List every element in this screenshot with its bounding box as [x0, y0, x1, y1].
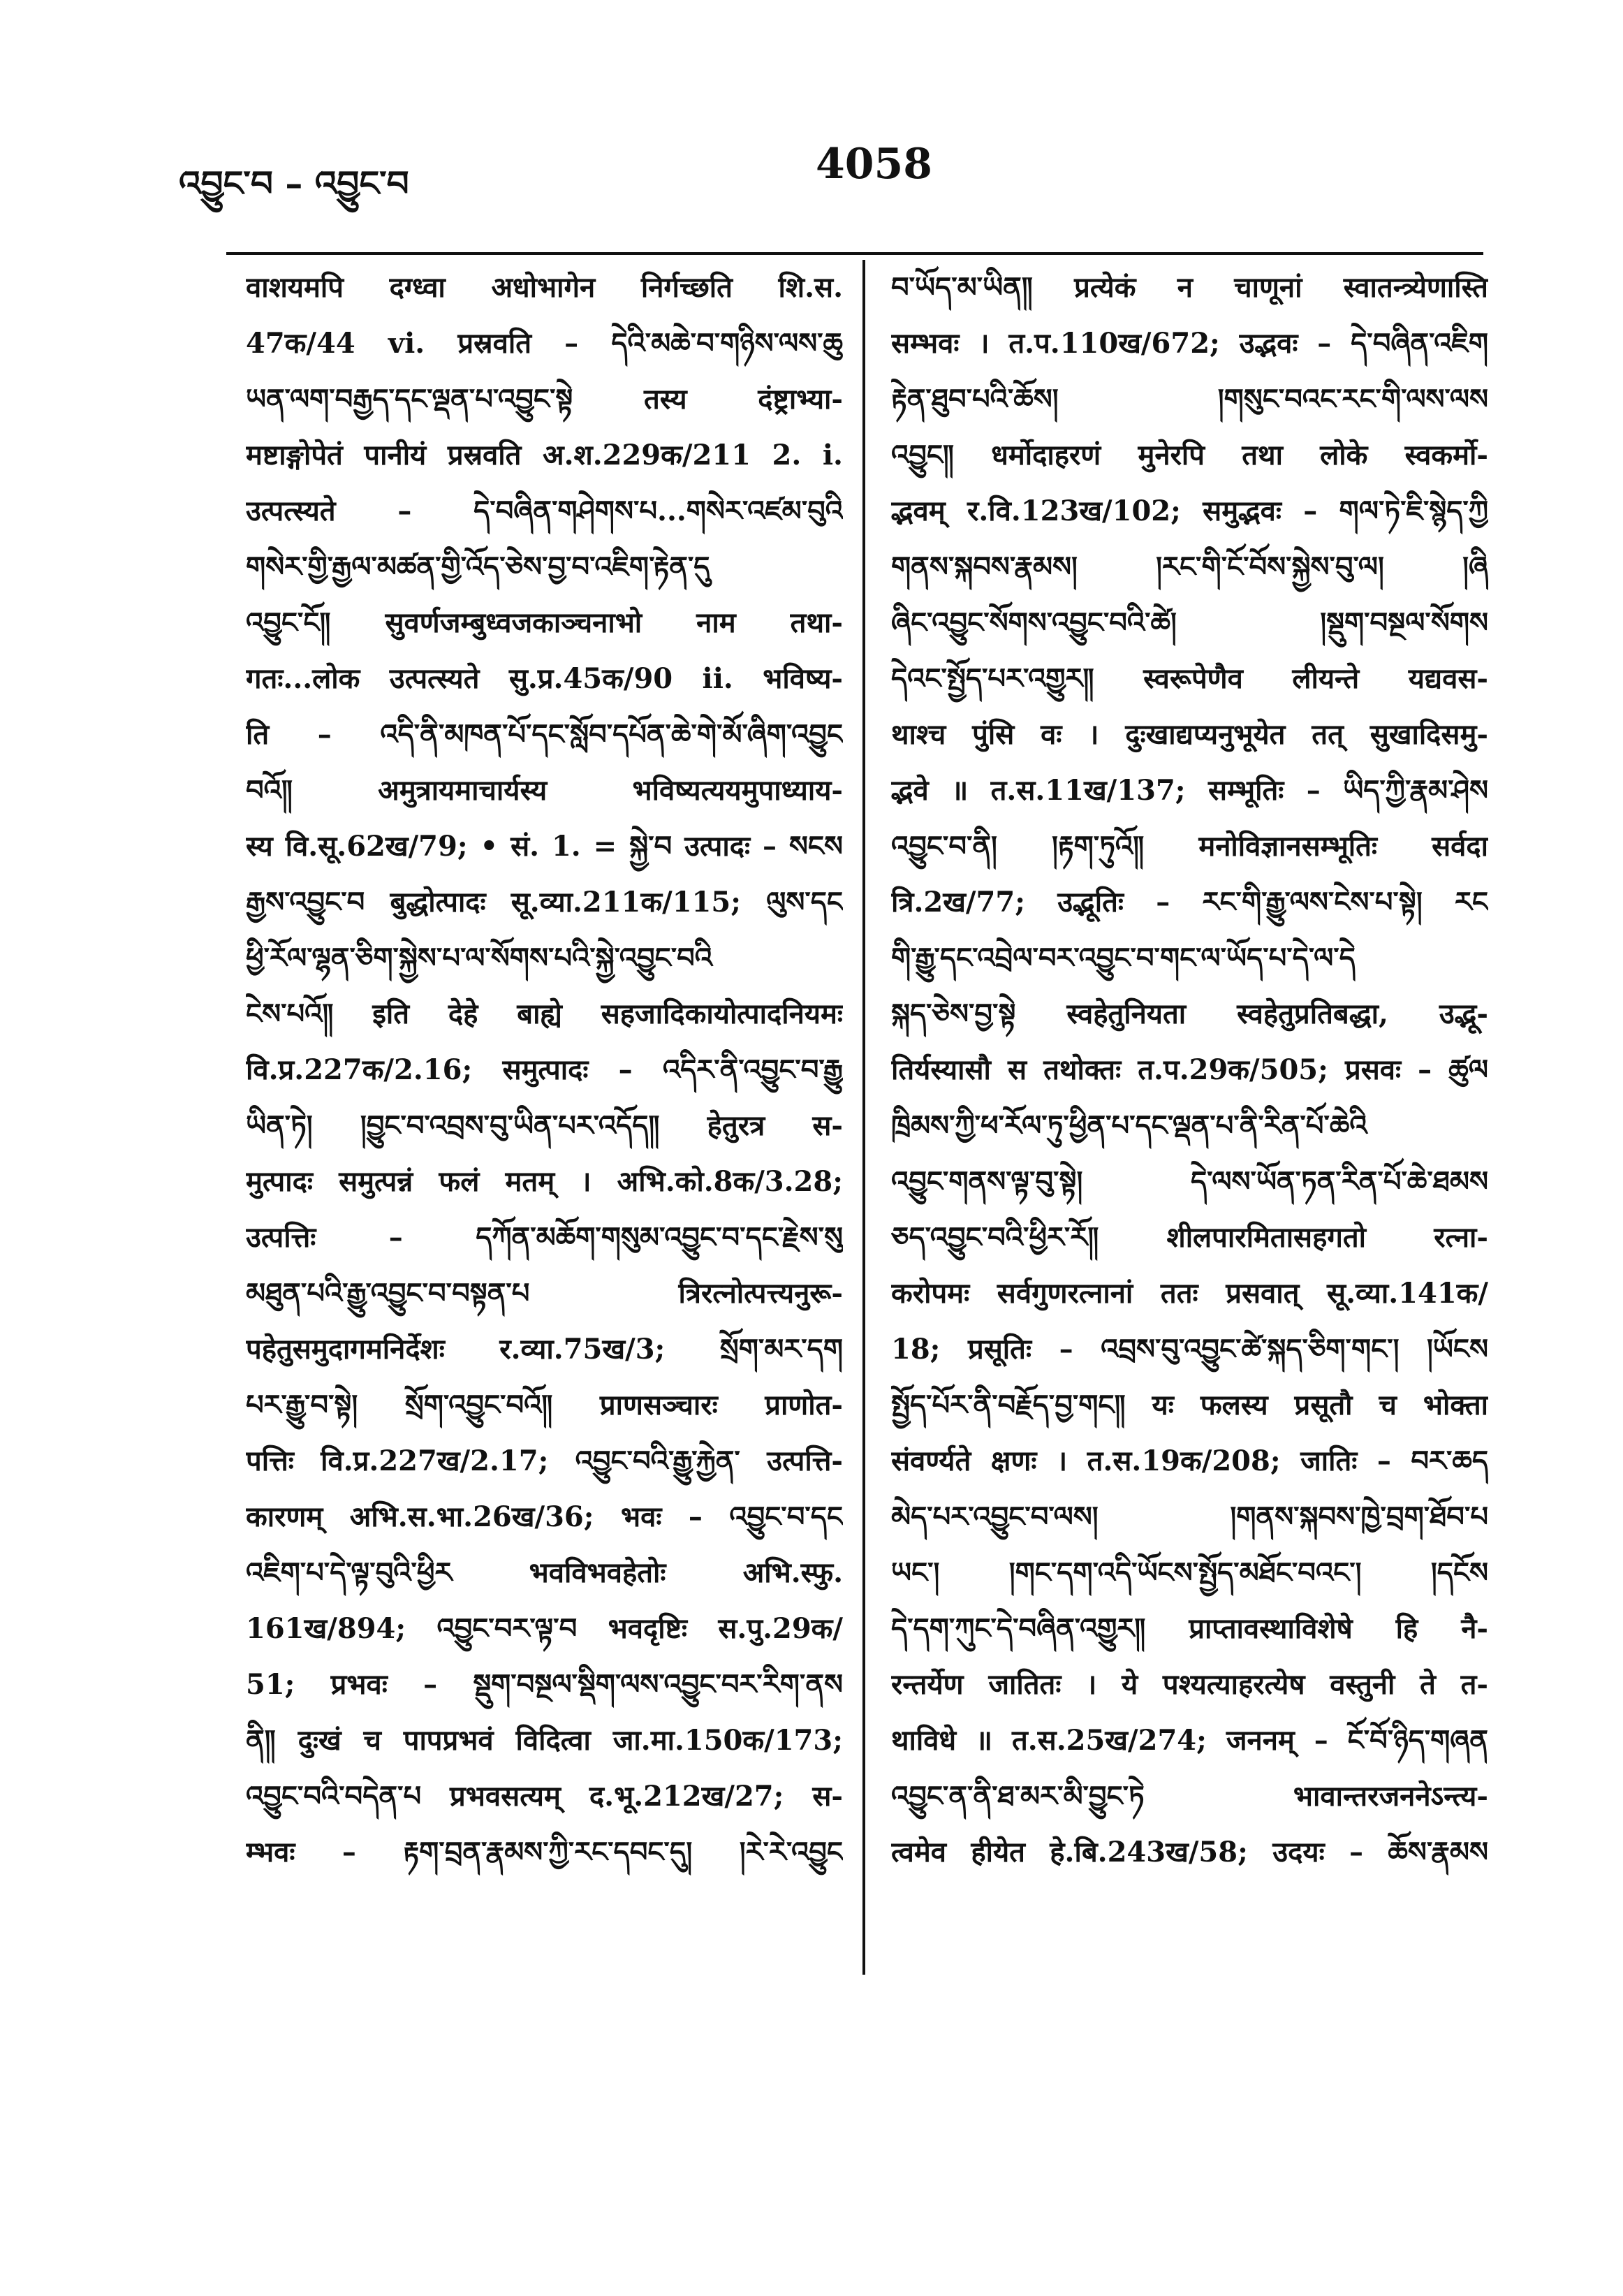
- column-divider: [862, 260, 865, 1975]
- text-line: स्य वि.सू.62ख/79; • सं. 1. = སྐྱེ་བ उत्पादः – སངས: [246, 830, 843, 863]
- text-line: གནས་སྐབས་རྣམས། །རང་གི་ངོ་བོས་སྐྱེས་བུ་ལ། །ཞི: [891, 550, 1488, 583]
- text-line: ཞིང་འབྱུང་སོགས་འབྱུང་བའི་ཚེ། །སྡུག་བསྔལ་སོགས: [891, 606, 1488, 639]
- text-line: उत्पत्तिः – དཀོན་མཆོག་གསུམ་འབྱུང་བ་དང་རྗེས་སུ: [246, 1221, 843, 1254]
- text-line: འབྱུང་གནས་ལྟ་བུ་སྟེ། དེ་ལས་ཡོན་ཏན་རིན་པོ་ཆེ་ཐམས: [891, 1165, 1488, 1198]
- text-line: འབྱུང༎ धर्मोदाहरणं मुनेरपि तथा लोके स्वकर्मो-: [891, 439, 1488, 471]
- text-line: करोपमः सर्वगुणरत्नानां ततः प्रसवात् सू.व्या.141क/: [891, 1277, 1488, 1310]
- text-line: རྟེན་ཐུབ་པའི་ཆོས། །གསུང་བའང་རང་གི་ལས་ལས: [891, 383, 1488, 416]
- text-line: འབྱུང་བའི་བདེན་པ प्रभवसत्यम् द.भू.212ख/27; स-: [246, 1780, 843, 1813]
- page-number: 4058: [816, 140, 932, 189]
- text-line: གསེར་གྱི་རྒྱལ་མཚན་གྱི་འོད་ཅེས་བྱ་བ་འཇིག་རྟེན་དུ: [246, 550, 710, 583]
- text-line: ཡན་ལག་བརྒྱད་དང་ལྡན་པ་འབྱུང་སྟེ तस्य दंष्ट्राभ्या-: [246, 383, 843, 416]
- text-line: संवर्ण्यते क्षणः । त.स.19क/208; जातिः – བར་ཆད: [891, 1445, 1488, 1477]
- text-line: रन्तर्येण जातितः । ये पश्यत्याहरत्येष वस्तुनी ते त-: [891, 1668, 1488, 1701]
- text-line: पहेतुसमुदागमनिर्देशः र.व्या.75ख/3; སྲོག་མར་དག: [246, 1333, 843, 1366]
- text-line: འཇིག་པ་དེ་ལྟ་བུའི་ཕྱིར भवविभवहेतोः अभि.स्फु.: [246, 1556, 843, 1589]
- text-line: म्भवः – རྟག་བྲན་རྣམས་ཀྱི་རང་དབང་དུ། །རེ་རེ་འབྱུང: [246, 1836, 843, 1869]
- text-line: འབྱུང་ངོ༎ सुवर्णजम्बुध्वजकाञ्चनाभो नाम तथा-: [246, 606, 843, 639]
- text-line: པར་རྒྱུ་བ་སྟེ། སྲོག་འབྱུང་བའོ༎ प्राणसञ्चारः प्राणोत-: [246, 1389, 843, 1421]
- text-line: 18; प्रसूतिः – འབྲས་བུ་འབྱུང་ཚེ་སྐད་ཅིག་གང་། །ཡོངས: [891, 1333, 1488, 1366]
- text-line: द्भवे ॥ त.स.11ख/137; सम्भूतिः – ཡིད་ཀྱི་རྣམ་ཤེས: [891, 774, 1488, 807]
- text-line: འབྱུང་ན་ནི་ཐ་མར་མི་བྱུང་ཏེ भावान्तरजननेऽन्त्य-: [891, 1780, 1488, 1813]
- text-line: མེད་པར་འབྱུང་བ་ལས། །གནས་སྐབས་ཁྱེ་བྲག་ཐོབ་པ: [891, 1500, 1488, 1533]
- text-line: द्भवम् र.वि.123ख/102; समुद्भवः – གལ་ཏེ་ཇི་སྙེད་ཀྱི: [891, 495, 1488, 527]
- text-line: ཕྱི་རོལ་ལྷན་ཅིག་སྐྱེས་པ་ལ་སོགས་པའི་སྐྱེ་འབྱུང་བའི: [246, 942, 712, 974]
- text-line: མཐུན་པའི་རྒྱུ་འབྱུང་བ་བསྟན་པ त्रिरत्नोत्पत्त्यनुरू-: [246, 1277, 843, 1310]
- text-line: त्वमेव हीयेत हे.बि.243ख/58; उदयः – ཆོས་རྣམས: [891, 1836, 1488, 1869]
- text-line: ཡིན་ཏེ། །བྱུང་བ་འབྲས་བུ་ཡིན་པར་འདོད༎ हेतुरत्र स-: [246, 1109, 843, 1142]
- text-line: སྐད་ཅེས་བྱ་སྟེ स्वहेतुनियता स्वहेतुप्रतिबद्धा, उद्भू-: [891, 997, 1488, 1030]
- text-line: वि.प्र.227क/2.16; समुत्पादः – འདིར་ནི་འབྱུང་བ་རྒྱུ: [246, 1053, 843, 1086]
- text-line: गतः...लोक उत्पत्स्यते सु.प्र.45क/90 ii. भविष्य-: [246, 662, 843, 695]
- text-line: 47क/44 vi. प्रस्रवति – དེའི་མཆེ་བ་གཉིས་ལས་ཆུ: [246, 327, 843, 360]
- text-line: कारणम् अभि.स.भा.26ख/36; भवः – འབྱུང་བ་དང: [246, 1500, 843, 1533]
- text-line: ཁྲིམས་ཀྱི་ཕ་རོལ་ཏུ་ཕྱིན་པ་དང་ལྡན་པ་ནི་རིན་པོ་ཆེའི: [891, 1109, 1367, 1142]
- running-head: འབྱུང་བ – འབྱུང་བ: [179, 163, 409, 204]
- text-line: त्रि.2ख/77; उद्भूतिः – རང་གི་རྒྱུ་ལས་ངེས་པ་སྟེ། རང: [891, 886, 1488, 919]
- header-rule: [226, 252, 1483, 255]
- text-line: ཅད་འབྱུང་བའི་ཕྱིར་རོ༎ शीलपारमितासहगतो रत्ना-: [891, 1221, 1488, 1254]
- text-line: मुत्पादः समुत्पन्नं फलं मतम् । अभि.को.8क/3.28;: [246, 1165, 843, 1198]
- text-line: थाविधे ॥ त.स.25ख/274; जननम् – ངོ་བོ་ཉིད་གཞན: [891, 1724, 1488, 1757]
- text-line: तिर्यस्यासौ स तथोक्तः त.प.29क/505; प्रसवः – ཚུལ: [891, 1053, 1488, 1086]
- text-line: སྤྱོད་པོར་ནི་བརྗོད་བྱ་གང༎ यः फलस्य प्रसूतौ च भोक्ता: [891, 1389, 1488, 1421]
- text-line: དེའང་སྤྱོད་པར་འགྱུར༎ स्वरूपेणैव लीयन्ते यद्यवस-: [891, 662, 1488, 695]
- text-line: ति – འདི་ནི་མཁན་པོ་དང་སློབ་དཔོན་ཆེ་གེ་མོ་ཞིག་འབྱུང: [246, 718, 843, 751]
- text-line: ངེས་པའོ༎ इति देहे बाह्ये सहजादिकायोत्पादनियमः: [246, 997, 843, 1030]
- text-line: वाशयमपि दग्ध्वा अधोभागेन निर्गच्छति शि.स.: [246, 271, 843, 304]
- text-line: थाश्च पुंसि वः । दुःखाद्यप्यनुभूयेत तत् सुखादिसमु-: [891, 718, 1488, 751]
- text-line: मष्टाङ्गोपेतं पानीयं प्रस्रवति अ.श.229क/211 2. i.: [246, 439, 843, 471]
- text-line: རྒྱས་འབྱུང་བ बुद्धोत्पादः सू.व्या.211क/115; ལུས་དང: [246, 886, 843, 919]
- text-line: 51; प्रभवः – སྡུག་བསྔལ་སྡིག་ལས་འབྱུང་བར་རིག་ནས: [246, 1668, 843, 1701]
- text-line: བའོ༎ अमुत्रायमाचार्यस्य भविष्यत्ययमुपाध्याय-: [246, 774, 843, 807]
- text-line: ཡང་། །གང་དག་འདི་ཡོངས་སྤྱོད་མཐོང་བའང་། །དངོས: [891, 1556, 1488, 1589]
- text-line: འབྱུང་བ་ནི། །རྟག་ཏུའོ༎ मनोविज्ञानसम्भूतिः सर्वदा: [891, 830, 1488, 863]
- text-line: पत्तिः वि.प्र.227ख/2.17; འབྱུང་བའི་རྒྱུ་རྐྱེན་ उत्पत्ति-: [246, 1445, 843, 1477]
- text-line: उत्पत्स्यते – དེ་བཞིན་གཤེགས་པ...གསེར་འཛམ་བུའི: [246, 495, 843, 527]
- text-line: བ་ཡོད་མ་ཡིན༎ प्रत्येकं न चाणूनां स्वातन्त्र्येणास्ति: [891, 271, 1488, 304]
- text-line: ནི༎ दुःखं च पापप्रभवं विदित्वा जा.मा.150क/173;: [246, 1724, 843, 1757]
- text-line: དེ་དག་ཀུང་དེ་བཞིན་འགྱུར༎ प्राप्तावस्थाविशेषे हि नै-: [891, 1612, 1488, 1645]
- text-line: གི་རྒྱུ་དང་འབྲེལ་བར་འབྱུང་བ་གང་ལ་ཡོད་པ་དེ་ལ་དེ: [891, 942, 1356, 974]
- text-line: 161ख/894; འབྱུང་བར་ལྟ་བ भवदृष्टिः स.पु.29क/: [246, 1612, 843, 1645]
- text-line: सम्भवः । त.प.110ख/672; उद्भवः – དེ་བཞིན་འཇིག: [891, 327, 1488, 360]
